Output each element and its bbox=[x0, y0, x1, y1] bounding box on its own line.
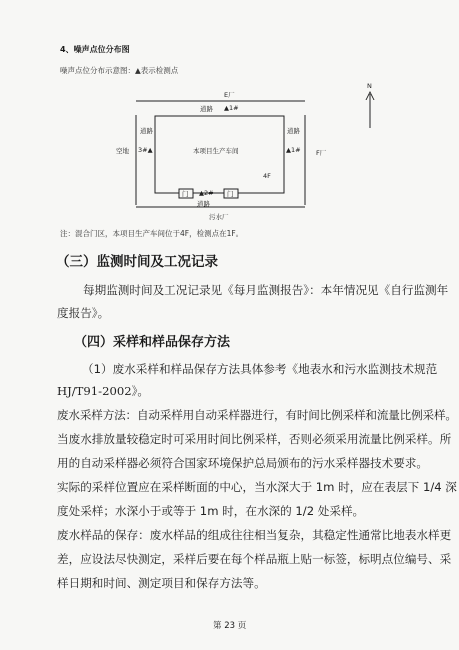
floor-4f-label: 4F bbox=[263, 172, 271, 180]
north-label: N bbox=[367, 82, 372, 90]
point-1-top: ▲1# bbox=[224, 104, 239, 112]
road-top-label: 道路 bbox=[200, 105, 213, 113]
diagram-legend: 噪声点位分布示意图：▲表示检测点 bbox=[60, 66, 179, 75]
gate-right-label: 门 bbox=[227, 190, 234, 198]
body-line-1: （1）废水采样和样品保存方法具体参考《地表水和污水监测技术规范 bbox=[82, 362, 438, 376]
sewage-plant-label: 污水厂 bbox=[209, 213, 229, 221]
point-4: ▲1# bbox=[286, 146, 301, 154]
diagram-note: 注：混合门区，本项目生产车间位于4F，检测点在1F。 bbox=[60, 229, 244, 238]
section3-para-line2: 度报告》。 bbox=[57, 306, 110, 320]
road-bottom-label: 道路 bbox=[197, 200, 210, 208]
gate-left-label: 门 bbox=[182, 190, 189, 198]
workshop-label: 本项目生产车间 bbox=[193, 147, 239, 155]
body-line-8: 废水样品的保存：废水样品的组成往往相当复杂，其稳定性通常比地表水样更 bbox=[57, 528, 452, 542]
body-line-3: 废水采样方法：自动采样用自动采样器进行，有时间比例采样和流量比例采样。 bbox=[57, 408, 457, 422]
body-line-4: 当废水排放量较稳定时可采用时间比例采样，否则必须采用流量比例采样。所 bbox=[57, 432, 452, 446]
section4-heading: （四）采样和样品保存方法 bbox=[74, 335, 231, 350]
vacant-land-label: 空地 bbox=[116, 147, 129, 155]
noise-point-diagram bbox=[0, 0, 459, 240]
body-line-10: 样日期和时间、测定项目和保存方法等。 bbox=[57, 576, 266, 590]
section3-para-line1: 每期监测时间及工况记录见《每月监测报告》：本年情况见《自行监测年 bbox=[83, 283, 449, 297]
body-line-5: 用的自动采样器必须符合国家环境保护总局颁布的污水采样器技术要求。 bbox=[57, 456, 429, 470]
section-title: 4、噪声点位分布图 bbox=[60, 45, 130, 54]
point-2: ▲2# bbox=[199, 189, 214, 197]
body-line-6: 实际的采样位置应在采样断面的中心，当水深大于 1m 时，应在表层下 1/4 深 bbox=[57, 480, 457, 494]
page-number: 第 23 页 bbox=[213, 621, 247, 631]
road-left-label: 道路 bbox=[140, 127, 153, 135]
body-line-7: 度处采样；水深小于或等于 1m 时，在水深的 1/2 处采样。 bbox=[57, 504, 365, 518]
body-line-9: 差，应设法尽快测定，采样后要在每个样品瓶上贴一标签，标明点位编号、采 bbox=[57, 552, 452, 566]
body-line-2: HJ/T91-2002》。 bbox=[57, 384, 149, 398]
e-factory-label: E厂 bbox=[224, 91, 235, 99]
section3-heading: （三）监测时间及工况记录 bbox=[56, 254, 218, 270]
road-right-label: 道路 bbox=[287, 127, 300, 135]
f-factory-label: F厂 bbox=[316, 149, 327, 157]
point-3: 3#▲ bbox=[138, 146, 153, 154]
